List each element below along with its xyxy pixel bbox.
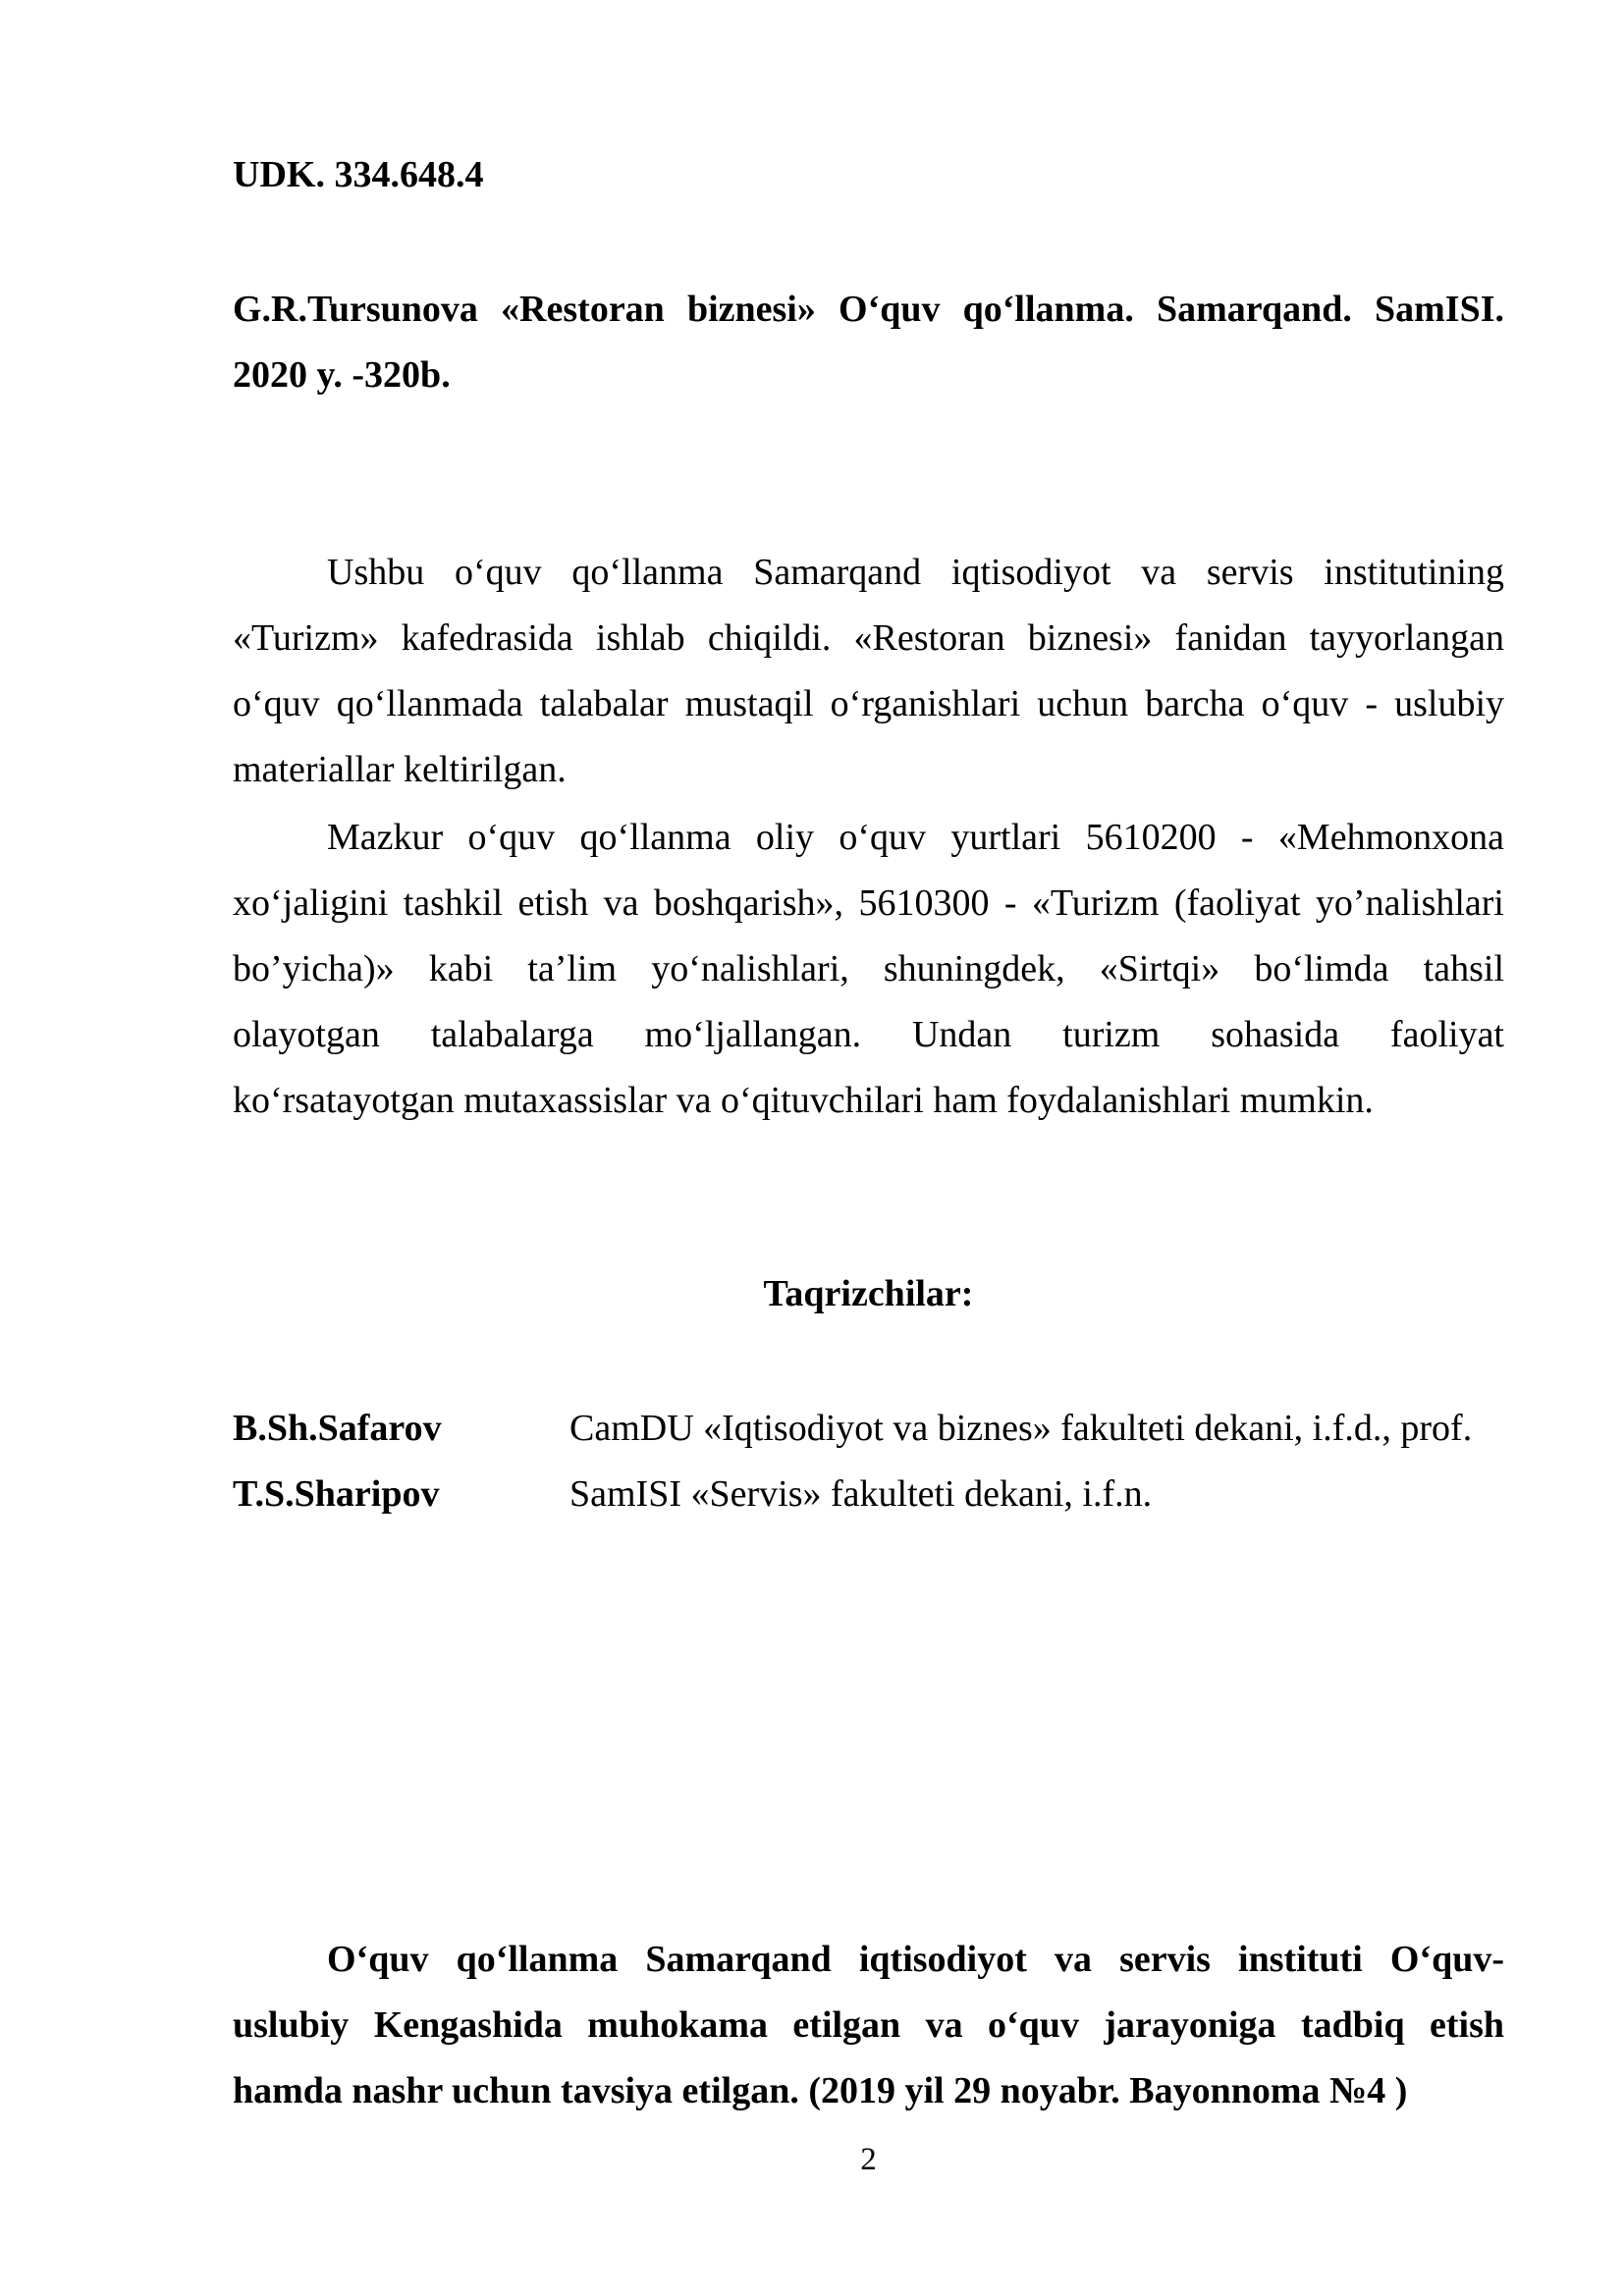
- approval-paragraph-line-2: uslubiy Kengashida muhokama etilgan va o‘quv jarayoniga tadbiq etish: [233, 2004, 1504, 2046]
- intro-paragraph-line-2: «Turizm» kafedrasida ishlab chiqildi. «Restoran biznesi» fanidan tayyorlangan: [233, 617, 1504, 659]
- audience-paragraph-line-1: Mazkur o‘quv qo‘llanma oliy o‘quv yurtlari 5610200 - «Mehmonxona: [327, 817, 1504, 858]
- reviewer-description: CamDU «Iqtisodiyot va biznes» fakulteti dekani, i.f.d., prof.: [569, 1408, 1473, 1449]
- book-title-line-1: G.R.Tursunova «Restoran biznesi» O‘quv qo‘llanma. Samarqand. SamISI.: [233, 289, 1504, 330]
- reviewer-name: B.Sh.Safarov: [233, 1408, 442, 1449]
- intro-paragraph: [233, 540, 1504, 803]
- reviewer-row: [233, 1396, 1504, 1462]
- reviewer-name: T.S.Sharipov: [233, 1473, 440, 1515]
- page-number: 2: [860, 2142, 877, 2177]
- audience-paragraph-line-5: ko‘rsatayotgan mutaxassislar va o‘qituvchilari ham foydalanishlari mumkin.: [233, 1080, 1374, 1121]
- book-title-line-2: 2020 y. -320b.: [233, 354, 451, 396]
- book-title-block: [233, 277, 1504, 408]
- udk-code: UDK. 334.648.4: [233, 154, 484, 195]
- intro-paragraph-line-3: o‘quv qo‘llanmada talabalar mustaqil o‘rganishlari uchun barcha o‘quv - uslubiy: [233, 683, 1504, 724]
- reviewer-row: [233, 1462, 1504, 1527]
- reviewer-description: SamISI «Servis» fakulteti dekani, i.f.n.: [569, 1473, 1153, 1515]
- intro-paragraph-line-1: Ushbu o‘quv qo‘llanma Samarqand iqtisodiyot va servis institutining: [327, 552, 1504, 593]
- intro-paragraph-line-4: materiallar keltirilgan.: [233, 749, 567, 790]
- approval-paragraph-line-3: hamda nashr uchun tavsiya etilgan. (2019 yil 29 noyabr. Bayonnoma №4 ): [233, 2070, 1408, 2111]
- reviewers-heading: Taqrizchilar:: [763, 1273, 974, 1314]
- audience-paragraph-line-2: xo‘jaligini tashkil etish va boshqarish», 5610300 - «Turizm (faoliyat yo’nalishlari: [233, 882, 1504, 924]
- audience-paragraph-line-4: olayotgan talabalarga mo‘ljallangan. Undan turizm sohasida faoliyat: [233, 1014, 1504, 1055]
- audience-paragraph: [233, 805, 1504, 1134]
- audience-paragraph-line-3: bo’yicha)» kabi ta’lim yo‘nalishlari, shuningdek, «Sirtqi» bo‘limda tahsil: [233, 948, 1504, 989]
- approval-paragraph: [233, 1927, 1504, 2124]
- reviewers-list: [233, 1396, 1504, 1527]
- approval-paragraph-line-1: O‘quv qo‘llanma Samarqand iqtisodiyot va servis instituti O‘quv-: [327, 1939, 1504, 1980]
